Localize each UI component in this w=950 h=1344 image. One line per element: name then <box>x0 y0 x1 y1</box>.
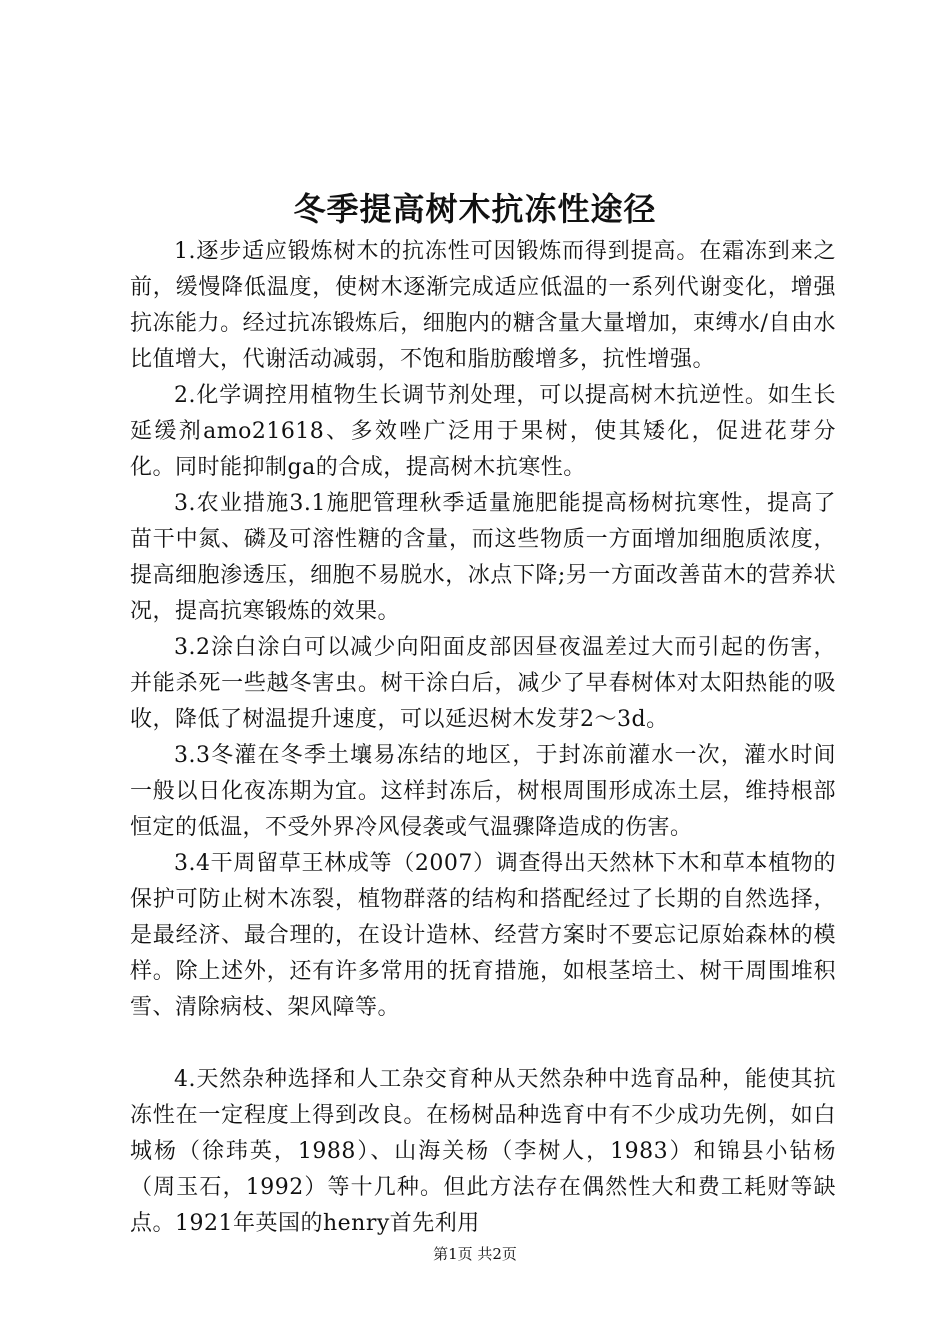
document-body <box>130 234 836 1242</box>
paragraph-1-acclimation: 1.逐步适应锻炼树木的抗冻性可因锻炼而得到提高。在霜冻到来之前，缓慢降低温度，使树木逐渐完成适应低温的一系列代谢变化，增强抗冻能力。经过抗冻锻炼后，细胞内的糖含量大量增加，束缚水/自由水比值增大，代谢活动减弱，不饱和脂肪酸增多，抗性增强。 <box>130 239 836 372</box>
paragraph-2-chemical-regulation: 2.化学调控用植物生长调节剂处理，可以提高树木抗逆性。如生长延缓剂amo21618、多效唑广泛用于果树，使其矮化，促进花芽分化。同时能抑制ga的合成，提高树木抗寒性。 <box>130 383 836 480</box>
page-number-footer: 第1页 共2页 <box>433 1245 517 1263</box>
paragraph-3-agricultural-measures: 3.农业措施3.1施肥管理秋季适量施肥能提高杨树抗寒性，提高了苗干中氮、磷及可溶性糖的含量，而这些物质一方面增加细胞质浓度，提高细胞渗透压，细胞不易脱水，冰点下降;另一方面改善苗木的营养状况，提高抗寒锻炼的效果。 <box>130 491 836 624</box>
paragraph-4-hybrid-breeding: 4.天然杂种选择和人工杂交育种从天然杂种中选育品种，能使其抗冻性在一定程度上得到改良。在杨树品种选育中有不少成功先例，如白城杨（徐玮英，1988）、山海关杨（李树人，1983）和锦县小钻杨（周玉石，1992）等十几种。但此方法存在偶然性大和费工耗财等缺点。1921年英国的henry首先利用 <box>130 1067 836 1236</box>
paragraph-3-3-winter-irrigation: 3.3冬灌在冬季土壤易冻结的地区，于封冻前灌水一次，灌水时间一般以日化夜冻期为宜。这样封冻后，树根周围形成冻土层，维持根部恒定的低温，不受外界冷风侵袭或气温骤降造成的伤害。 <box>130 743 836 840</box>
paragraph-3-4-grass-cover: 3.4干周留草王林成等（2007）调查得出天然林下木和草本植物的保护可防止树木冻裂，植物群落的结构和搭配经过了长期的自然选择，是最经济、最合理的，在设计造林、经营方案时不要忘记原始森林的模样。除上述外，还有许多常用的抚育措施，如根茎培土、树干周围堆积雪、清除病枝、架风障等。 <box>130 851 836 1020</box>
paragraph-3-2-whitewashing: 3.2涂白涂白可以减少向阳面皮部因昼夜温差过大而引起的伤害，并能杀死一些越冬害虫。树干涂白后，减少了早春树体对太阳热能的吸收，降低了树温提升速度，可以延迟树木发芽2～3d。 <box>130 635 836 732</box>
document-title: 冬季提高树木抗冻性途径 <box>293 190 657 228</box>
